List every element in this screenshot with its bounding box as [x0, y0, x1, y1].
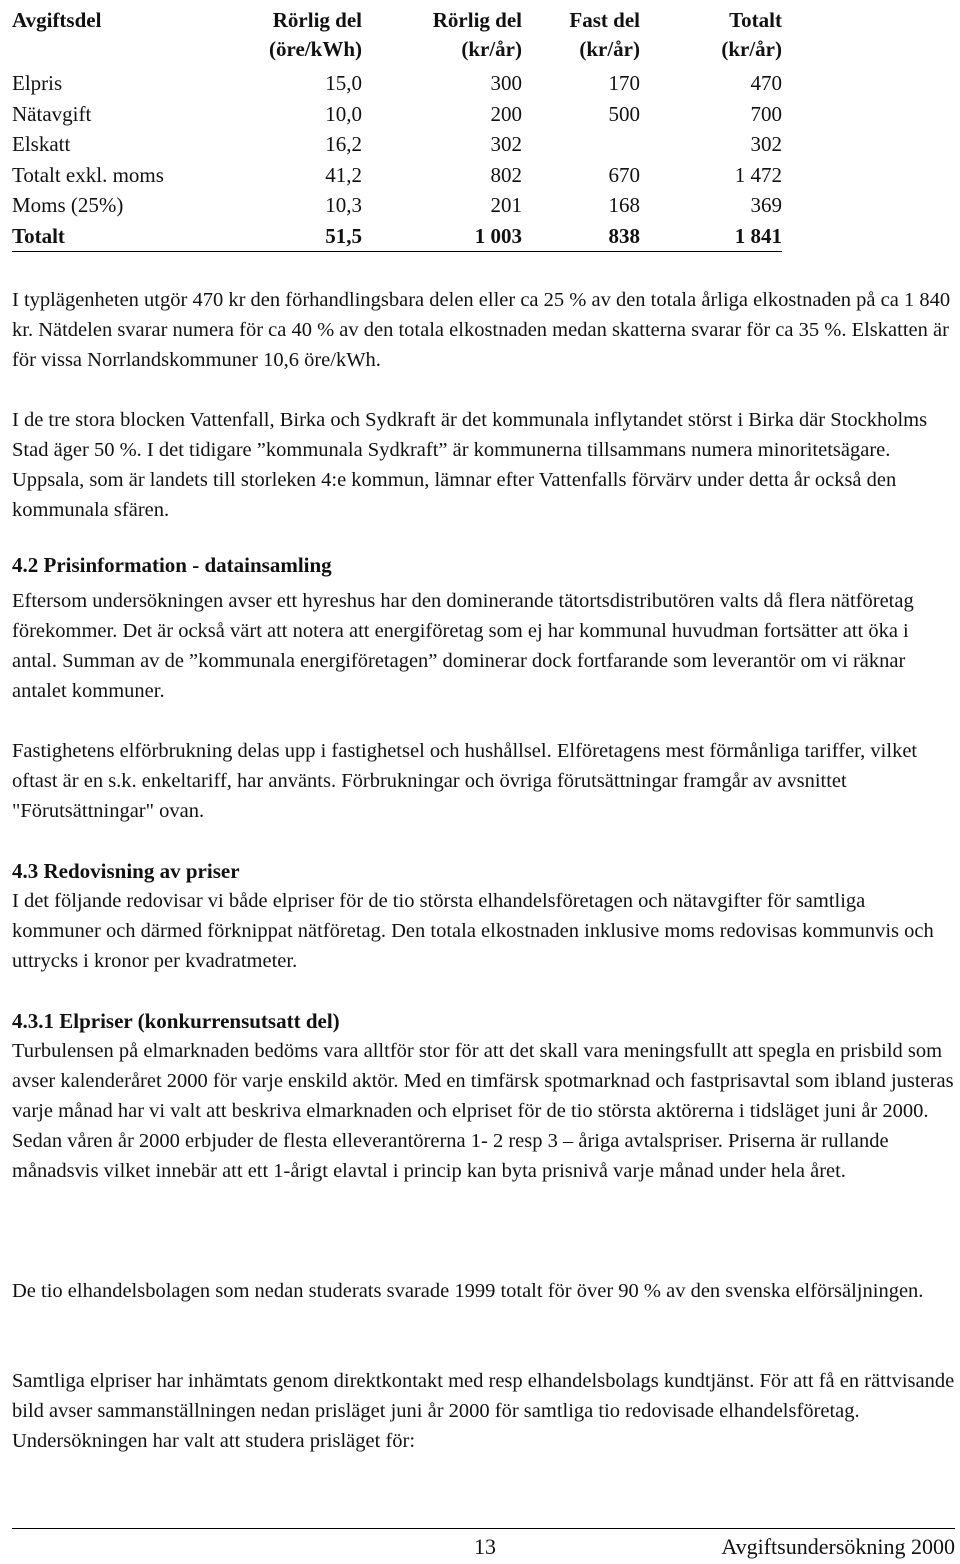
table-cell-label: Totalt exkl. moms [12, 162, 164, 187]
table-row [12, 68, 782, 99]
header-line: Rörlig del [272, 8, 362, 32]
table-cell-label: Moms (25%) [12, 193, 124, 218]
table-cell: 1 841 [734, 223, 782, 248]
table-cell: 500 [608, 101, 640, 126]
fee-table-header-row [12, 6, 782, 68]
header-totalt [640, 6, 782, 68]
table-cell: 670 [608, 162, 640, 187]
table-cell: 16,2 [325, 132, 362, 157]
table-row [12, 190, 782, 221]
header-line: Rörlig del [432, 8, 522, 32]
table-cell: 15,0 [325, 71, 362, 96]
table-cell: 300 [490, 71, 522, 96]
footer-divider [12, 1528, 955, 1529]
header-fast-del [522, 6, 640, 68]
table-row [12, 129, 782, 160]
header-unit: (kr/år) [579, 37, 640, 61]
page-number: 13 [474, 1534, 496, 1559]
table-cell: 170 [608, 71, 640, 96]
table-cell: 168 [608, 193, 640, 218]
section-heading-4-3-1: 4.3.1 Elpriser (konkurrensutsatt del) [12, 1009, 340, 1033]
table-cell: 302 [490, 132, 522, 157]
table-cell: 838 [608, 223, 640, 248]
header-rorlig-ore [212, 6, 362, 68]
paragraph-redovisning: I det följande redovisar vi både elpriser för de tio största elhandelsföretagen och nätavgifter för samtliga kommuner och därmed förknippat nätföretag. Den totala elkostnaden inklusive moms redovisas kommunvis och uttrycks i kronor per kvadratmeter. [12, 890, 934, 972]
header-unit: (kr/år) [721, 37, 782, 61]
paragraph-forbrukning: Fastighetens elförbrukning delas upp i fastighetsel och hushållsel. Elföretagens mest förmånliga tariffer, vilket oftast är en s.k. enkeltariff, har använts. Förbrukningar och övriga förutsättningar framgår av avsnittet "Förutsättningar" ovan. [12, 740, 918, 822]
table-cell-label: Totalt [12, 223, 65, 248]
header-line: Avgiftsdel [12, 8, 102, 32]
header-line: Fast del [569, 8, 640, 32]
table-cell: 201 [490, 193, 522, 218]
table-total-row [12, 221, 782, 252]
footer-document-title: Avgiftsundersökning 2000 [721, 1534, 955, 1559]
table-cell-label: Nätavgift [12, 101, 92, 126]
table-cell: 470 [750, 71, 782, 96]
table-cell: 10,3 [325, 193, 362, 218]
section-heading-4-3: 4.3 Redovisning av priser [12, 859, 240, 883]
table-cell: 10,0 [325, 101, 362, 126]
table-cell: 302 [750, 132, 782, 157]
paragraph-blocken: I de tre stora blocken Vattenfall, Birka och Sydkraft är det kommunala inflytandet störst i Birka där Stockholms Stad äger 50 %. I det tidigare ”kommunala Sydkraft” är kommunerna tillsammans numera minoritetsägare. Uppsala, som är landets till storleken 4:e kommun, lämnar efter Vattenfalls förvärv under detta år också den kommunala sfären. [12, 409, 928, 521]
header-line: Totalt [729, 8, 782, 32]
table-row [12, 160, 782, 191]
paragraph-elpriser: Samtliga elpriser har inhämtats genom direktkontakt med resp elhandelsbolags kundtjänst. För att få en rättvisande bild avser sammanställningen nedan prisläget juni år 2000 för samtliga tio redovisade elhandelsföretag. Undersökningen har valt att studera prisläget för: [12, 1370, 955, 1452]
header-unit: (öre/kWh) [269, 37, 362, 61]
table-row [12, 99, 782, 130]
table-cell: 200 [490, 101, 522, 126]
table-cell: 1 472 [734, 162, 782, 187]
table-cell [522, 129, 640, 160]
header-unit: (kr/år) [461, 37, 522, 61]
header-avgiftsdel [12, 6, 212, 68]
table-cell: 700 [750, 101, 782, 126]
paragraph-typlagenhet: I typlägenheten utgör 470 kr den förhandlingsbara delen eller ca 25 % av den totala årliga elkostnaden på ca 1 840 kr. Nätdelen svarar numera för ca 40 % av den totala elkostnaden medan skatterna svarar för ca 35 %. Elskatten är för vissa Norrlandskommuner 10,6 öre/kWh. [12, 289, 951, 371]
table-cell: 41,2 [325, 162, 362, 187]
paragraph-elhandelsbolag: De tio elhandelsbolagen som nedan studerats svarade 1999 totalt för över 90 % av den svenska elförsäljningen. [12, 1280, 924, 1302]
table-cell: 1 003 [474, 223, 522, 248]
header-rorlig-kr [362, 6, 522, 68]
section-heading-4-2: 4.2 Prisinformation - datainsamling [12, 553, 332, 577]
table-cell: 802 [490, 162, 522, 187]
table-cell: 369 [750, 193, 782, 218]
fee-table [12, 6, 782, 252]
table-cell: 51,5 [325, 223, 362, 248]
paragraph-turbulens: Turbulensen på elmarknaden bedöms vara alltför stor för att det skall vara meningsfullt att spegla en prisbild som avser kalenderåret 2000 för varje enskild aktör. Med en timfärsk spotmarknad och fastprisavtal som ibland justeras varje månad har vi valt att beskriva elmarknaden och elpriset för de tio största aktörerna i tidsläget juni år 2000. Sedan våren år 2000 erbjuder de flesta elleverantörerna 1- 2 resp 3 – åriga avtalspriser. Priserna är rullande månadsvis vilket innebär att ett 1-årigt elavtal i princip kan byta prisnivå varje månad under hela året. [12, 1040, 954, 1182]
table-cell-label: Elpris [12, 71, 63, 96]
table-cell-label: Elskatt [12, 132, 71, 157]
paragraph-datainsamling: Eftersom undersökningen avser ett hyreshus har den dominerande tätortsdistributören valts då flera nätföretag förekommer. Det är också värt att notera att energiföretag som ej har kommunal huvudman fortsätter att öka i antal. Summan av de ”kommunala energiföretagen” dominerar dock fortfarande som leverantör om vi räknar antalet kommuner. [12, 590, 914, 702]
